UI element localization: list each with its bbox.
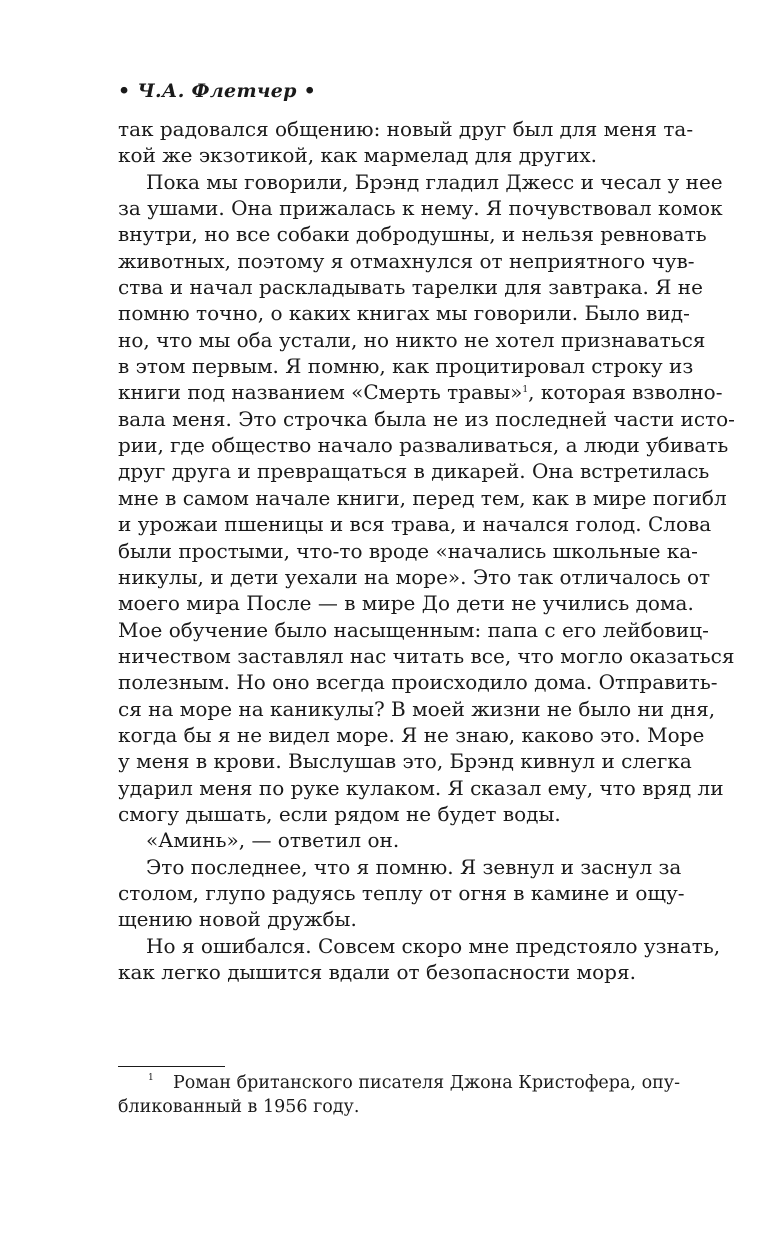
text-line: в этом первым. Я помню, как процитировал строку из [118, 354, 694, 379]
text-line: ударил меня по руке кулаком. Я сказал ему, что вряд ли [118, 775, 724, 800]
text-line: внутри, но все собаки добродушны, и нельзя ревновать [118, 222, 707, 247]
paragraph [118, 169, 735, 828]
running-head: • Ч.А. Флетчер • [118, 80, 317, 102]
text-line: когда бы я не видел море. Я не знаю, каково это. Море [118, 722, 705, 747]
text-line: помню точно, о каких книгах мы говорили. Было вид- [118, 301, 690, 326]
footnote-line: Роман британского писателя Джона Кристофера, опу- [173, 1073, 680, 1093]
footnote-number: 1 [148, 1073, 154, 1083]
text-line: за ушами. Она прижалась к нему. Я почувствовал комок [118, 196, 723, 221]
text-line: Это последнее, что я помню. Я зевнул и заснул за [146, 854, 682, 879]
paragraph [118, 854, 685, 933]
text-line: Но я ошибался. Совсем скоро мне предстояло узнать, [146, 933, 721, 958]
text-line: как легко дышится вдали от безопасности моря. [118, 960, 636, 984]
text-line: вала меня. Это строчка была не из последней части исто- [118, 406, 735, 431]
text-line: и урожаи пшеницы и вся трава, и начался голод. Слова [118, 512, 712, 537]
paragraph [118, 933, 721, 986]
footnote-divider [118, 1066, 225, 1067]
body-text [118, 116, 735, 985]
text-line: друг друга и превращаться в дикарей. Она встретилась [118, 459, 710, 484]
text-line: столом, глупо радуясь теплу от огня в камине и ощу- [118, 880, 685, 905]
text-line: Мое обучение было насыщенным: папа с его лейбовиц- [118, 617, 709, 642]
footnote-line: бликованный в 1956 году. [118, 1097, 360, 1117]
text-line: книги под названием «Смерть травы»$^1$, которая взволно- [118, 380, 723, 405]
text-line: ства и начал раскладывать тарелки для завтрака. Я не [118, 275, 703, 300]
text-line: кой же экзотикой, как мармелад для других. [118, 143, 598, 168]
text-line: были простыми, что-то вроде «начались школьные ка- [118, 538, 698, 563]
text-line: рии, где общество начало разваливаться, а люди убивать [118, 433, 729, 458]
text-line: животных, поэтому я отмахнулся от неприятного чув- [118, 248, 695, 273]
text-line: полезным. Но оно всегда происходило дома. Отправить- [118, 670, 718, 695]
text-line: так радовался общению: новый друг был для меня та- [118, 117, 694, 141]
text-line: у меня в крови. Выслушав это, Брэнд кивнул и слегка [118, 749, 692, 774]
paragraph [118, 116, 694, 169]
text-line: ничеством заставлял нас читать все, что могло оказаться [118, 643, 735, 668]
text-line: Пока мы говорили, Брэнд гладил Джесс и чесал у нее [146, 169, 723, 194]
text-line: «Аминь», — ответил он. [146, 828, 400, 853]
paragraph [118, 827, 680, 853]
text-line: щению новой дружбы. [118, 907, 357, 932]
text-line: но, что мы оба устали, но никто не хотел признаваться [118, 327, 706, 352]
footnote-reference[interactable]: 1 [522, 385, 529, 396]
footnote [118, 1071, 680, 1119]
text-line: ся на море на каникулы? В моей жизни не было ни дня, [118, 696, 716, 721]
text-line: смогу дышать, если рядом не будет воды. [118, 801, 561, 826]
text-line: мне в самом начале книги, перед тем, как в мире погибл [118, 485, 727, 510]
text-line: никулы, и дети уехали на море». Это так отличалось от [118, 564, 711, 589]
text-line: моего мира После — в мире До дети не учились дома. [118, 591, 694, 616]
